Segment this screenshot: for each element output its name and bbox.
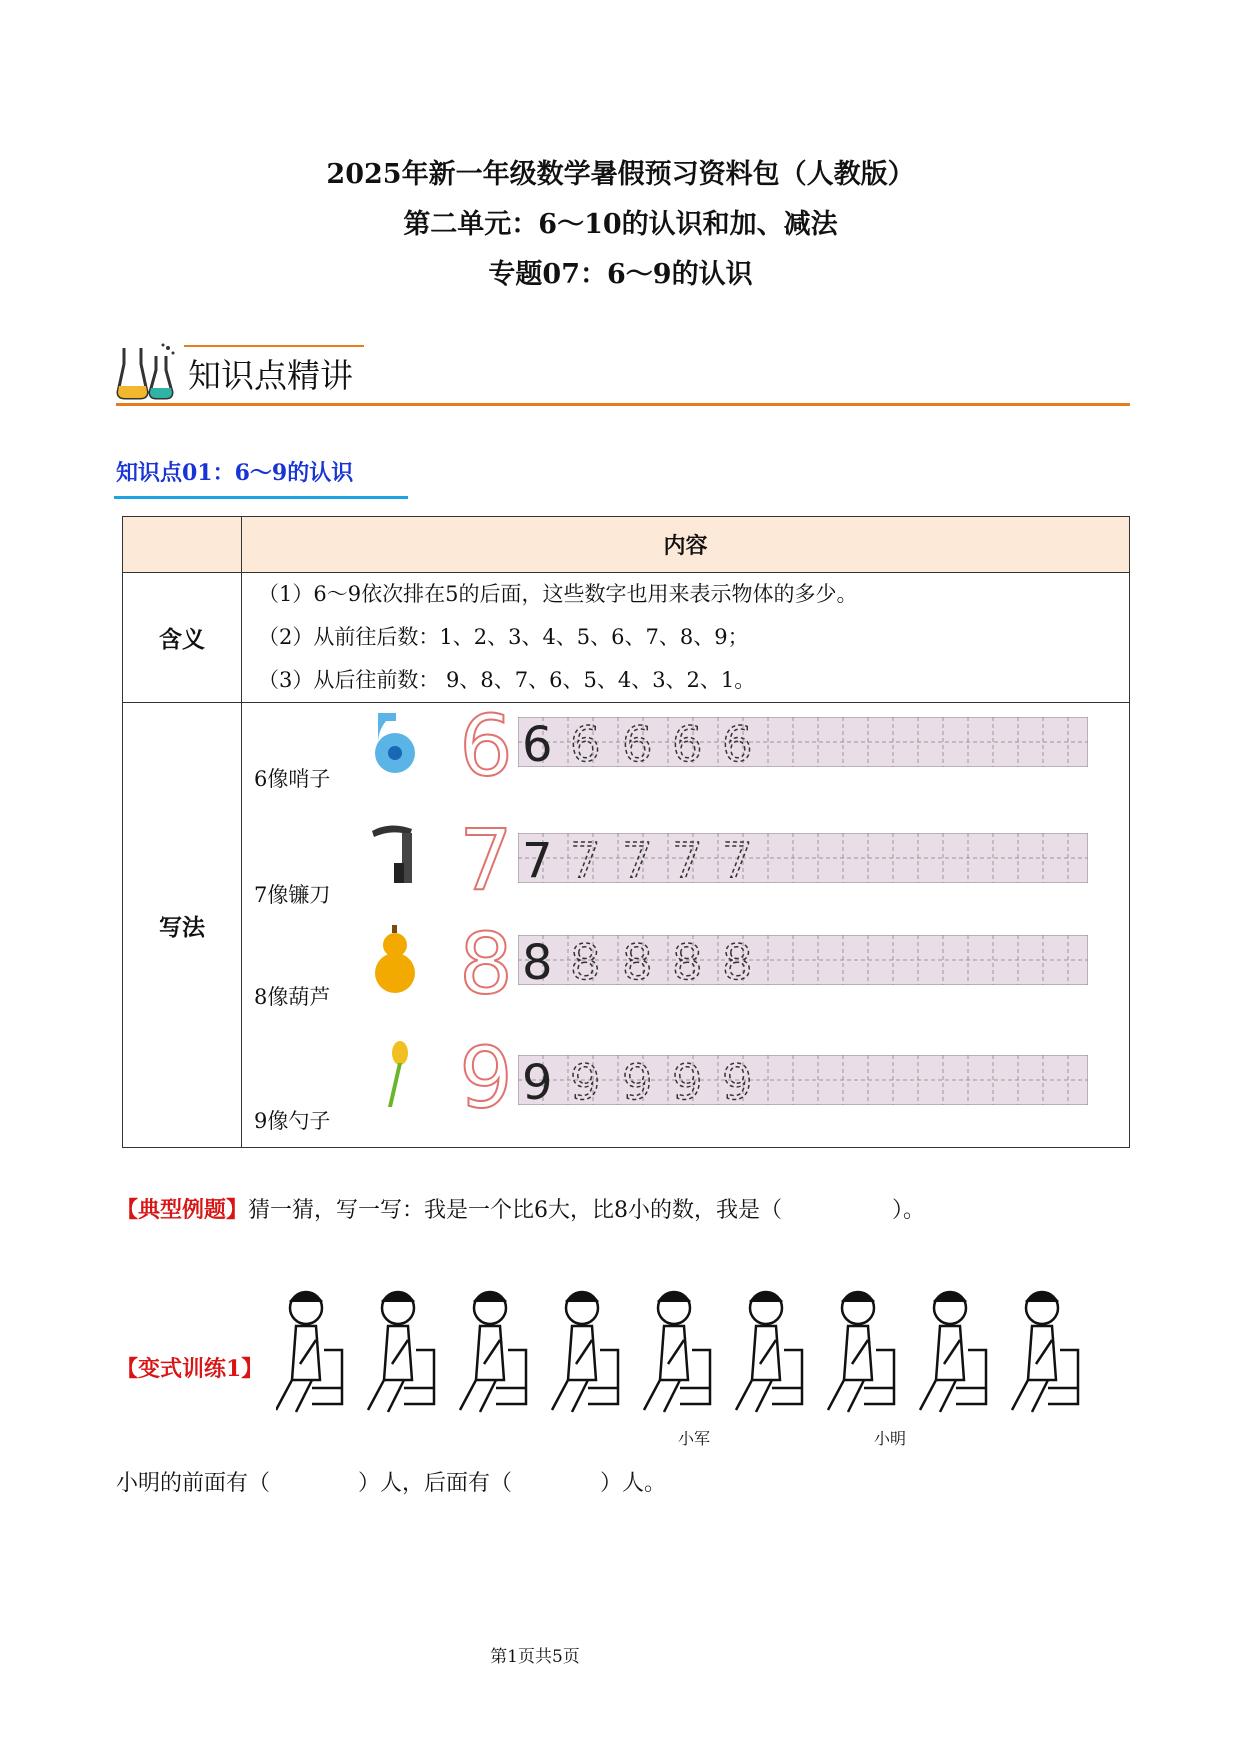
- child-figure-part: [934, 1293, 966, 1302]
- flask-icon: [116, 342, 178, 402]
- child-figure-part: [290, 1293, 322, 1302]
- child-figure-part: [474, 1293, 506, 1302]
- svg-text:6: 6: [570, 717, 601, 767]
- knowledge-point-underline: [114, 496, 408, 499]
- svg-text:7: 7: [722, 833, 753, 883]
- sickle-icon: [370, 821, 420, 891]
- svg-text:6: 6: [622, 717, 653, 767]
- svg-text:7: 7: [622, 833, 653, 883]
- page-footer: 第1页共5页: [490, 1647, 580, 1667]
- child-figure-part: [750, 1293, 782, 1302]
- table-corner-cell: [123, 517, 242, 573]
- table-header: 内容: [242, 517, 1130, 573]
- knowledge-table: [122, 516, 1130, 1148]
- child-figure-part: [1012, 1380, 1048, 1412]
- svg-text:6: 6: [522, 717, 553, 767]
- svg-text:9: 9: [570, 1055, 601, 1105]
- writing-item-label: 7像镰刀: [254, 883, 331, 907]
- digit-model-8: [456, 925, 516, 1001]
- child-figure-part: [828, 1380, 864, 1412]
- meaning-label: 含义: [123, 573, 242, 703]
- svg-text:7: 7: [672, 833, 703, 883]
- child-figure-part: [644, 1380, 680, 1412]
- whistle-icon: [370, 707, 420, 777]
- svg-text:9: 9: [622, 1055, 653, 1105]
- example-text: 猜一猜，写一写：我是一个比6大，比8小的数，我是（ ）。: [248, 1198, 926, 1223]
- tracing-grid-9: [518, 1055, 1088, 1105]
- svg-text:7: 7: [522, 833, 553, 883]
- example-question: [116, 1193, 925, 1224]
- child-figure-part: [736, 1380, 772, 1412]
- svg-text:7: 7: [459, 821, 513, 897]
- meaning-line: （2）从前往后数：1、2、3、4、5、6、7、8、9；: [258, 625, 749, 649]
- svg-text:6: 6: [672, 717, 703, 767]
- writing-item-label: 9像勺子: [254, 1109, 331, 1133]
- child-figure-part: [276, 1380, 312, 1412]
- kid-name-label: 小明: [874, 1429, 907, 1448]
- svg-text:9: 9: [722, 1055, 753, 1105]
- digit-model-9: [456, 1039, 516, 1115]
- child-figure-part: [460, 1380, 496, 1412]
- svg-text:8: 8: [622, 935, 653, 985]
- tracing-grid-7: [518, 833, 1088, 883]
- svg-text:8: 8: [722, 935, 753, 985]
- document-title: 2025年新一年级数学暑假预习资料包（人教版）: [326, 159, 915, 190]
- child-figure-part: [566, 1293, 598, 1302]
- svg-text:9: 9: [522, 1055, 553, 1105]
- exercise1-tag: 【变式训练1】: [116, 1356, 264, 1382]
- child-figure-part: [368, 1380, 404, 1412]
- writing-label: 写法: [123, 703, 242, 1148]
- digit-model-6: [456, 707, 516, 783]
- section-top-line: [184, 345, 364, 347]
- writing-item-label: 6像哨子: [254, 767, 331, 791]
- knowledge-point-title: 知识点01：6～9的认识: [116, 460, 354, 486]
- example-tag: 【典型例题】: [116, 1197, 249, 1223]
- topic-title: 专题07：6～9的认识: [488, 259, 753, 290]
- writing-item-label: 8像葫芦: [254, 985, 331, 1009]
- svg-text:7: 7: [570, 833, 601, 883]
- meaning-line: （3）从后往前数： 9、8、7、6、5、4、3、2、1。: [258, 668, 756, 692]
- gourd-icon: [370, 925, 420, 995]
- meaning-line: （1）6～9依次排在5的后面，这些数字也用来表示物体的多少。: [258, 582, 858, 606]
- child-figure-part: [382, 1293, 414, 1302]
- section-title: 知识点精讲: [188, 356, 353, 395]
- digit-model-7: [456, 821, 516, 897]
- kid-name-label: 小军: [678, 1429, 711, 1448]
- spoon-icon: [370, 1039, 420, 1109]
- svg-text:6: 6: [459, 707, 513, 783]
- tracing-grid-8: [518, 935, 1088, 985]
- child-figure-part: [1026, 1293, 1058, 1302]
- meaning-cell: [242, 573, 1130, 703]
- svg-text:9: 9: [459, 1039, 513, 1115]
- children-in-a-row-illustration: [276, 1280, 1136, 1430]
- tracing-grid-6: [518, 717, 1088, 767]
- child-figure-part: [920, 1380, 956, 1412]
- exercise1-question: 小明的前面有（ ）人，后面有（ ）人。: [116, 1471, 667, 1496]
- svg-text:8: 8: [522, 935, 553, 985]
- svg-text:8: 8: [672, 935, 703, 985]
- svg-text:8: 8: [570, 935, 601, 985]
- section-divider: [116, 403, 1130, 406]
- unit-title: 第二单元：6～10的认识和加、减法: [403, 209, 838, 240]
- svg-text:8: 8: [459, 925, 513, 1001]
- child-figure-part: [552, 1380, 588, 1412]
- svg-text:9: 9: [672, 1055, 703, 1105]
- child-figure-part: [658, 1293, 690, 1302]
- child-figure-part: [842, 1293, 874, 1302]
- writing-cell: [242, 703, 1130, 1148]
- svg-text:6: 6: [722, 717, 753, 767]
